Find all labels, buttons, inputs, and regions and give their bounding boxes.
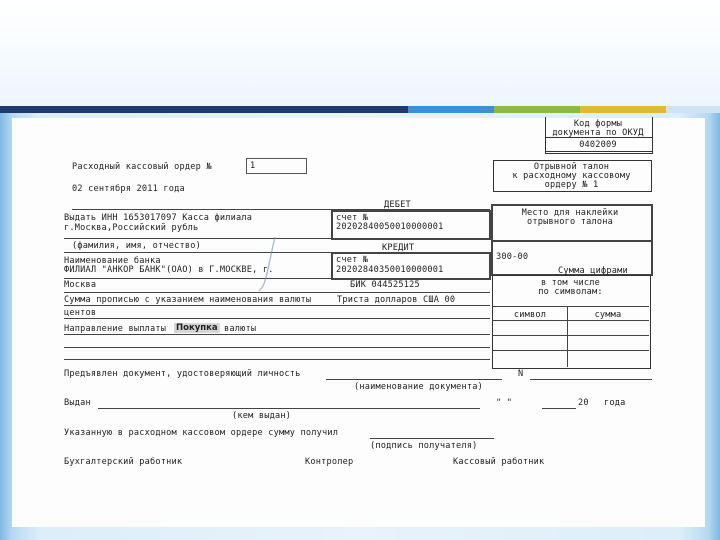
- identity-number-rule: [530, 379, 652, 380]
- stripe-gold: [580, 106, 666, 113]
- amount-figure-caption: Сумма цифрами: [558, 266, 628, 276]
- debit-account: 20202840050010000001: [336, 222, 444, 232]
- issued-date-rule: [542, 408, 576, 409]
- coupon-place-line-2: отрывного талона: [527, 217, 613, 227]
- direction-stamp: Покупка: [176, 323, 218, 333]
- bank-label: Наименование банка: [64, 256, 161, 266]
- coupon-place-line-1: Место для наклейки: [521, 208, 619, 218]
- issued-date-quotes: " ": [496, 398, 513, 408]
- signature-controller: Контролер: [305, 457, 354, 467]
- debit-issue-line-2: г.Москва,Российский рубль: [64, 223, 199, 233]
- city: Москва: [64, 280, 97, 290]
- signature-cashier: Кассовый работник: [453, 457, 545, 467]
- symbols-row-rule-1: [493, 320, 649, 321]
- order-title: Расходный кассовый ордер №: [72, 162, 212, 172]
- symbols-col-divider: [567, 306, 568, 367]
- receipt-label: Указанную в расходном кассовом ордере сумму получил: [64, 428, 339, 438]
- stripe-blue: [408, 106, 494, 113]
- direction-suffix: валюты: [224, 324, 257, 334]
- credit-header: КРЕДИТ: [382, 243, 415, 253]
- order-date: 02 сентября 2011 года: [72, 184, 185, 194]
- amount-words: Триста долларов США 00: [337, 295, 456, 305]
- pen-mark: [247, 233, 287, 293]
- symbols-row-rule-2: [493, 335, 649, 336]
- issued-label: Выдан: [64, 398, 91, 408]
- cash-order-document: [12, 118, 705, 527]
- signature-accountant: Бухгалтерский работник: [64, 457, 183, 467]
- issued-caption: (кем выдан): [232, 411, 292, 421]
- issued-rule: [98, 408, 480, 409]
- symbols-incl-1: в том числе: [540, 278, 601, 288]
- okud-label-1: Код формы: [573, 119, 623, 129]
- fio-caption: (фамилия, имя, отчество): [72, 241, 201, 251]
- issued-year-word: года: [604, 398, 626, 408]
- coupon-line-2: к расходному кассовому: [512, 171, 631, 181]
- identity-number-sign: N: [518, 369, 524, 379]
- receipt-sign-caption: (подпись получателя): [370, 441, 478, 451]
- blank-rule-1: [64, 347, 490, 348]
- issued-year: 20: [578, 398, 589, 408]
- symbols-incl-2: по символам:: [538, 287, 603, 297]
- identity-doc-caption: (наименование документа): [354, 382, 483, 392]
- debit-issue-line-1: Выдать ИНН 1653017097 Касса филиала: [64, 213, 253, 223]
- direction-rule: [64, 334, 490, 335]
- blank-rule-2: [64, 359, 490, 360]
- okud-label-2: документа по ОКУД: [552, 128, 644, 138]
- direction-label: Направление выплаты: [64, 324, 167, 334]
- identity-rule: [326, 379, 502, 380]
- stripe-green: [494, 106, 580, 113]
- stripe-light: [666, 106, 720, 113]
- symbols-col-symbol: символ: [513, 310, 547, 320]
- symbols-row-rule-3: [493, 350, 649, 351]
- amount-words-cont: центов: [64, 308, 97, 318]
- amount-words-label: Сумма прописью с указанием наименования валюты: [64, 295, 312, 305]
- credit-account: 20202840350010000001: [336, 265, 444, 275]
- symbols-col-sum: сумма: [594, 310, 622, 320]
- order-number: 1: [250, 161, 256, 171]
- amount-figure: 300-00: [496, 252, 529, 262]
- debit-header: ДЕБЕТ: [384, 200, 411, 210]
- coupon-line-1: Отрывной талон: [533, 162, 610, 172]
- slide-header-area: [0, 0, 720, 106]
- identity-label: Предъявлен документ, удостоверяющий личность: [64, 369, 301, 379]
- bank-name: ФИЛИАЛ "АНКОР БАНК"(ОАО) в Г.МОСКВЕ, г.: [64, 265, 274, 275]
- amount-cont-rule: [64, 318, 490, 319]
- stripe-navy: [0, 106, 408, 113]
- coupon-line-3: ордеру № 1: [544, 180, 599, 190]
- receipt-rule: [370, 438, 494, 439]
- symbols-header-rule: [493, 306, 649, 307]
- credit-account-label: счет №: [336, 255, 369, 265]
- okud-code: 0402009: [579, 140, 617, 150]
- bik: БИК 044525125: [350, 280, 420, 290]
- debit-account-label: счет №: [336, 213, 369, 223]
- amount-words-rule: [64, 305, 490, 306]
